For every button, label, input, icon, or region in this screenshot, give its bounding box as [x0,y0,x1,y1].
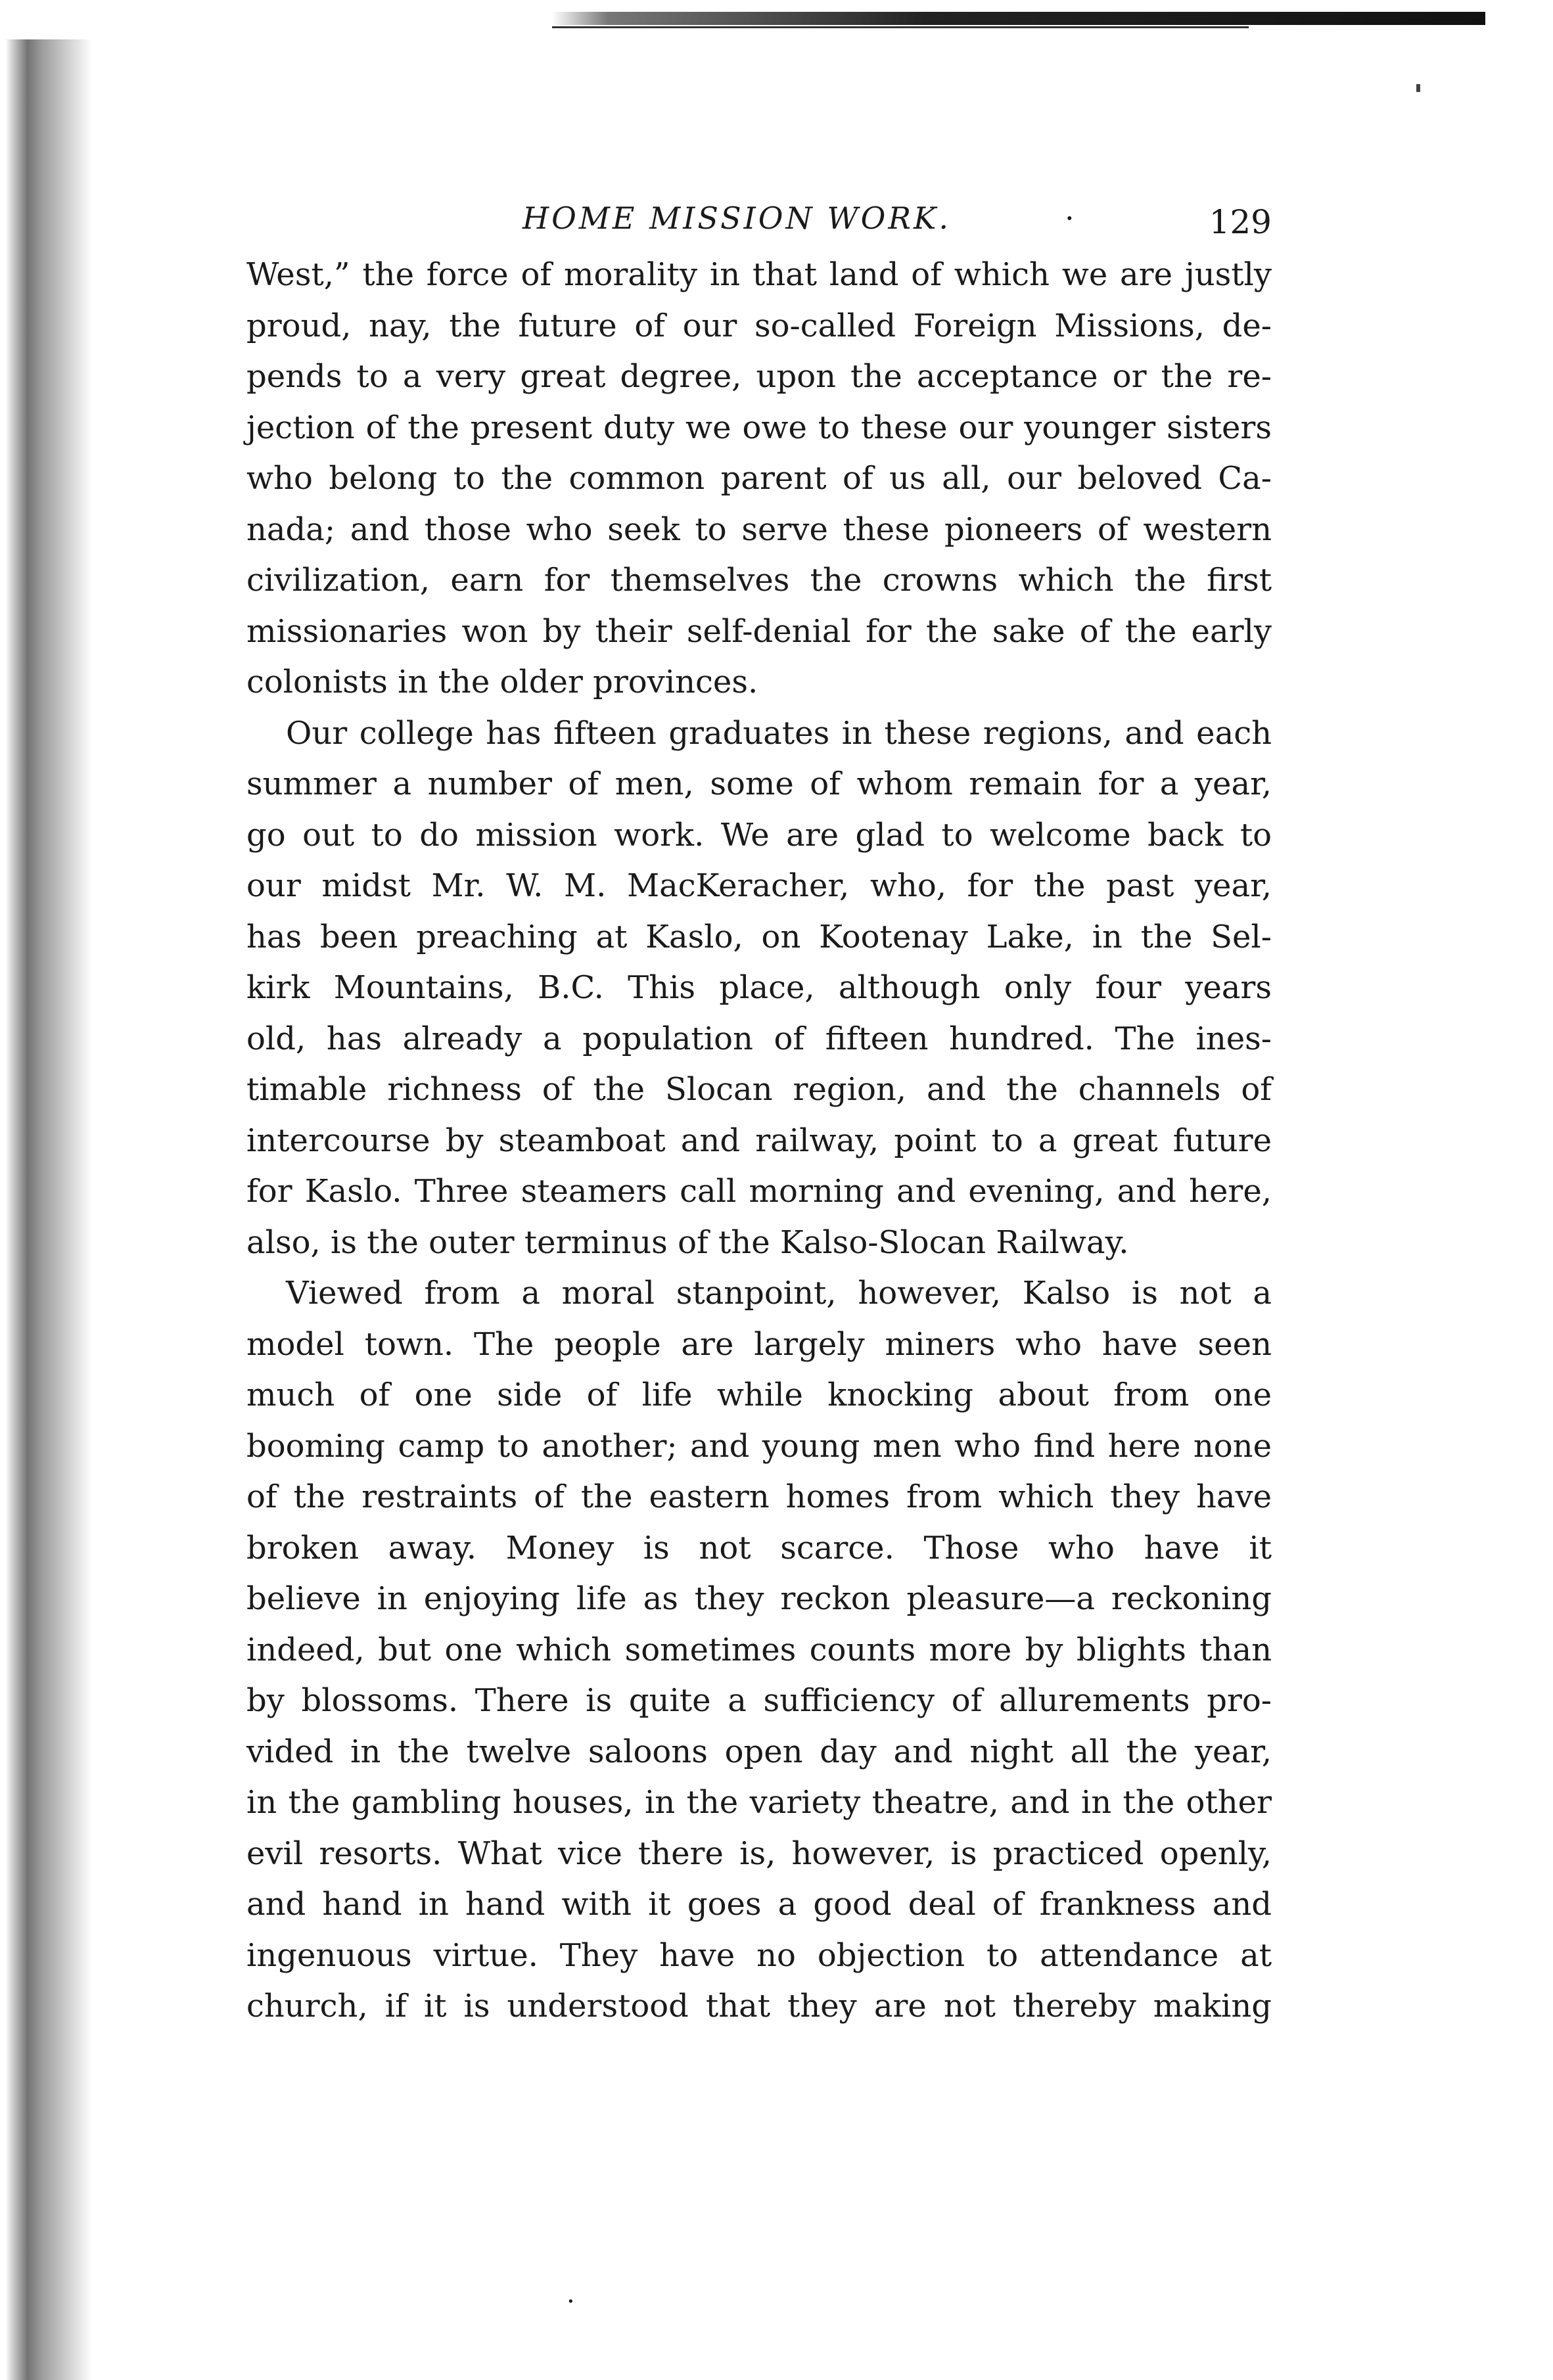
text-line: civilization, earn for themselves the crowns which the first [246,562,1272,599]
text-line: believe in enjoying life as they reckon pleasure—a reckoning [246,1580,1272,1617]
text-line: vided in the twelve saloons open day and night all the year, [246,1733,1272,1770]
text-line: by blossoms. There is quite a sufficiency of allurements pro- [246,1682,1272,1719]
text-line: model town. The people are largely miners who have seen [246,1325,1272,1363]
text-line: West,” the force of morality in that land of which we are justly [246,256,1272,293]
text-line: of the restraints of the eastern homes from which they have [246,1478,1272,1515]
text-line: and hand in hand with it goes a good deal of frankness and [246,1886,1272,1923]
text-line: colonists in the older provinces. [246,664,758,700]
text-line: pends to a very great degree, upon the acceptance or the re- [246,358,1272,395]
text-line: has been preaching at Kaslo, on Kootenay Lake, in the Sel- [246,918,1272,955]
text-line: broken away. Money is not scarce. Those who have it [246,1529,1272,1567]
text-line: booming camp to another; and young men who find here none [246,1427,1272,1465]
text-line: missionaries won by their self-denial for the sake of the early [246,612,1272,650]
text-line: summer a number of men, some of whom remain for a year, [246,766,1272,802]
text-line: kirk Mountains, B.C. This place, although only four years [246,969,1272,1006]
page-number: 129 [1209,203,1272,241]
top-rule-thin [552,26,1249,28]
text-line: timable richness of the Slocan region, and the channels of [246,1071,1272,1108]
text-line: old, has already a population of fifteen hundred. The ines- [246,1020,1272,1057]
text-line: indeed, but one which sometimes counts more by blights than [246,1631,1272,1668]
text-line: intercourse by steamboat and railway, point to a great future [246,1122,1272,1159]
text-line: go out to do mission work. We are glad to welcome back to [246,816,1272,854]
text-line: who belong to the common parent of us all, our beloved Ca- [246,460,1272,497]
running-head-dot: · [1065,200,1075,236]
text-line: for Kaslo. Three steamers call morning and evening, and here, [246,1173,1272,1210]
text-line: church, if it is understood that they are not thereby making [246,1988,1272,2025]
running-head [246,200,1272,253]
text-line: much of one side of life while knocking about from one [246,1377,1272,1413]
text-line: nada; and those who seek to serve these pioneers of western [246,511,1272,548]
bottom-mark: · [567,2287,575,2317]
text-line: jection of the present duty we owe to these our younger sisters [246,409,1272,446]
text-line: ingenuous virtue. They have no objection to attendance at [246,1936,1272,1974]
top-rule [552,12,1485,25]
text-line: Our college has fifteen graduates in these regions, and each [286,714,1272,752]
text-line: in the gambling houses, in the variety theatre, and in the other [246,1784,1272,1821]
page-edge-shadow [0,39,92,2380]
ink-speck [1416,84,1420,92]
body-text [246,250,1272,2032]
text-line: our midst Mr. W. M. MacKeracher, who, for the past year, [246,867,1272,904]
text-line: evil resorts. What vice there is, however, is practiced openly, [246,1835,1272,1872]
text-line: also, is the outer terminus of the Kalso-Slocan Railway. [246,1224,1129,1261]
running-title: HOME MISSION WORK. [522,200,951,236]
text-line: proud, nay, the future of our so-called Foreign Missions, de- [246,307,1272,344]
text-line: Viewed from a moral stanpoint, however, Kalso is not a [286,1275,1272,1312]
